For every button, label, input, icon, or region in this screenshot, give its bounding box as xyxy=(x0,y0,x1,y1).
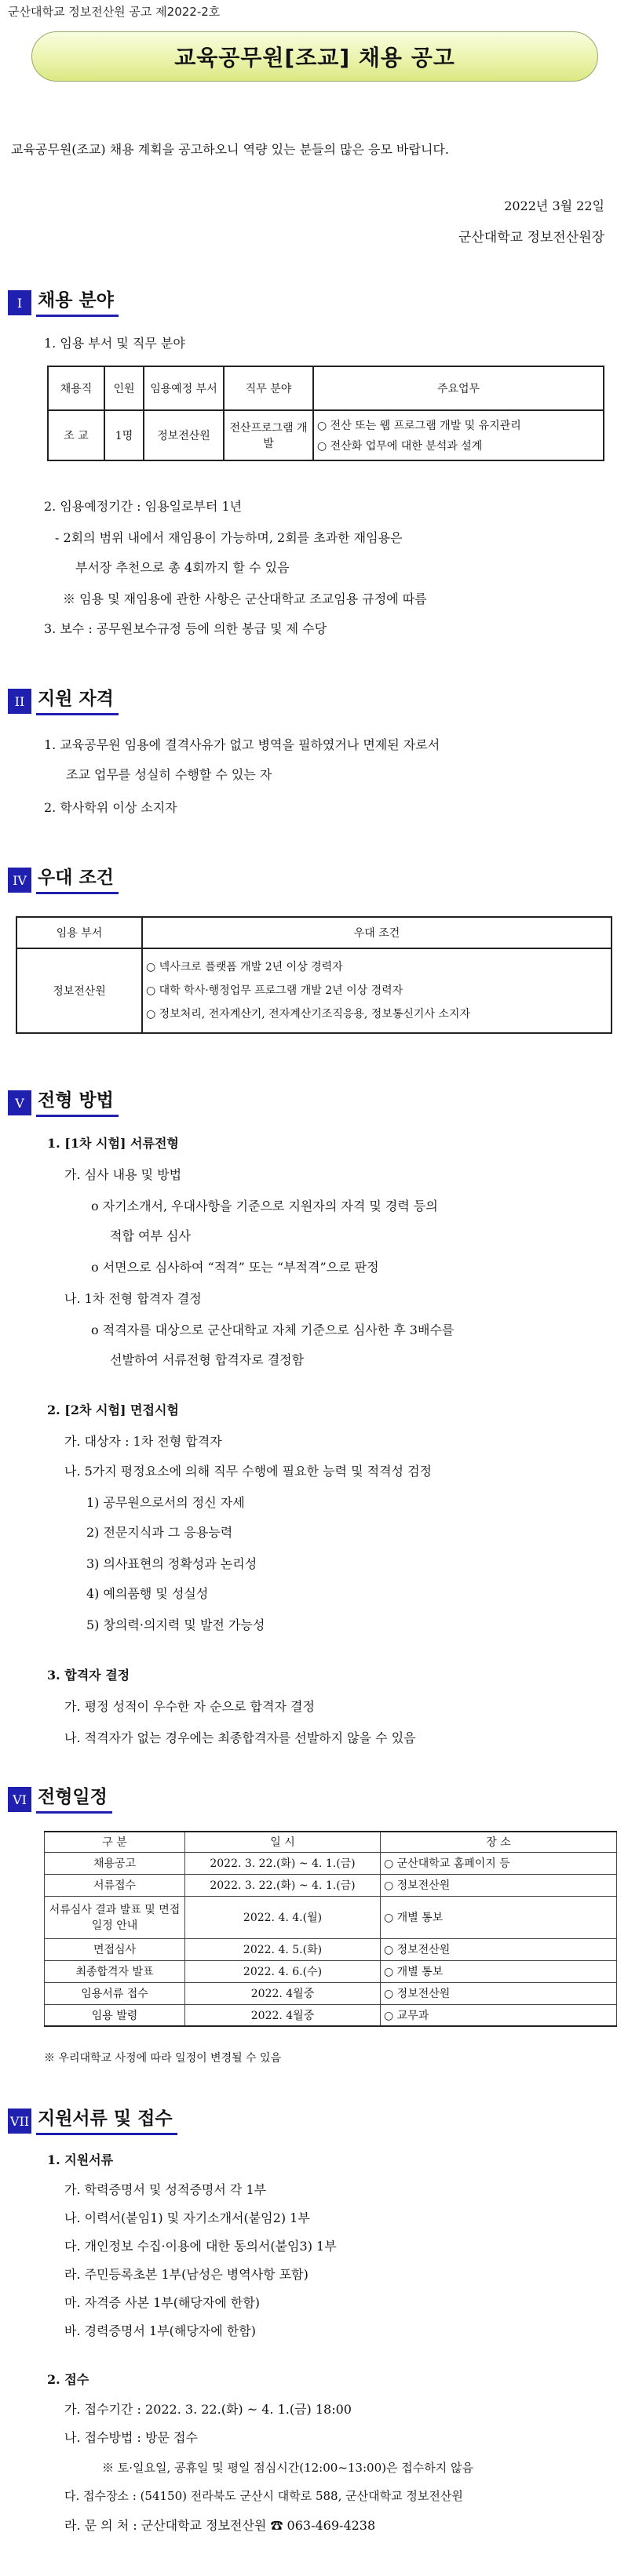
section-header-qualification xyxy=(8,687,119,715)
section-number: IV xyxy=(8,868,31,893)
schedule-table xyxy=(44,1831,617,2027)
table-header: 임용예정 부서 xyxy=(144,366,224,410)
body-text: 가. 평정 성적이 우수한 자 순으로 합격자 결정 xyxy=(64,1699,315,1714)
document-item: 바. 경력증명서 1부(해당자에 한함) xyxy=(64,2323,256,2338)
document-item: 마. 자격증 사본 1부(해당자에 한함) xyxy=(64,2295,261,2310)
body-text: o 서면으로 심사하여 “적격” 또는 “부적격”으로 판정 xyxy=(91,1260,379,1275)
page-title: 교육공무원[조교] 채용 공고 xyxy=(31,31,598,82)
table-header: 임용 부서 xyxy=(16,917,142,948)
table-header: 우대 조건 xyxy=(142,917,612,948)
duty-item: ○ 전산 또는 웹 프로그램 개발 및 유지관리 xyxy=(317,420,521,432)
section-title: 지원서류 및 접수 xyxy=(36,2107,177,2135)
table-cell: 최종합격자 발표 xyxy=(45,1960,185,1982)
section-number: VII xyxy=(8,2108,31,2134)
sub-heading: 2. 접수 xyxy=(47,2372,89,2387)
section-number: II xyxy=(8,689,31,714)
document-item: 다. 개인정보 수집·이용에 대한 동의서(붙임3) 1부 xyxy=(64,2239,337,2254)
section-title: 지원 자격 xyxy=(36,687,119,715)
table-cell: 정보전산원 xyxy=(144,410,224,460)
table-cell: 2022. 4. 6.(수) xyxy=(185,1960,381,1982)
body-text: 적합 여부 심사 xyxy=(110,1228,191,1243)
table-header: 채용직 xyxy=(48,366,104,410)
sub-heading: 1. 임용 부서 및 직무 분야 xyxy=(44,336,185,351)
body-text: 나. 1차 전형 합격자 결정 xyxy=(64,1291,202,1306)
notice-number: 군산대학교 정보전산원 공고 제2022-2호 xyxy=(8,5,221,19)
preference-item: ○ 대학 학사·행정업무 프로그램 개발 2년 이상 경력자 xyxy=(146,984,403,997)
table-cell: ○ 군산대학교 홈페이지 등 xyxy=(381,1852,617,1874)
table-cell: 서류접수 xyxy=(45,1874,185,1896)
body-text: o 적격자를 대상으로 군산대학교 자체 기준으로 심사한 후 3배수를 xyxy=(91,1323,455,1337)
table-cell: 2022. 4월중 xyxy=(185,2004,381,2026)
document-item: 라. 주민등록초본 1부(남성은 병역사항 포함) xyxy=(64,2267,309,2282)
document-item: 나. 이력서(붙임1) 및 자기소개서(붙임2) 1부 xyxy=(64,2210,310,2225)
section-header-recruitment xyxy=(8,289,119,317)
sub-heading: 1. [1차 시험] 서류전형 xyxy=(47,1136,179,1151)
issuer: 군산대학교 정보전산원장 xyxy=(458,230,604,246)
body-text: 2. 학사학위 이상 소지자 xyxy=(44,800,177,815)
sub-heading: 2. 임용예정기간 : 임용일로부터 1년 xyxy=(44,499,243,514)
body-text: 가. 심사 내용 및 방법 xyxy=(64,1167,182,1182)
body-text: 조교 업무를 성실히 수행할 수 있는 자 xyxy=(66,767,272,782)
sub-heading: 3. 보수 : 공무원보수규정 등에 의한 봉급 및 제 수당 xyxy=(44,621,327,636)
note-text: 부서장 추천으로 총 4회까지 할 수 있음 xyxy=(75,560,290,575)
section-number: I xyxy=(8,290,31,315)
table-cell: ○ 정보전산원 xyxy=(381,1874,617,1896)
sub-heading: 1. 지원서류 xyxy=(47,2152,114,2167)
criteria-item: 4) 예의품행 및 성실성 xyxy=(86,1586,209,1601)
note-text: ※ 임용 및 재임용에 관한 사항은 군산대학교 조교임용 규정에 따름 xyxy=(63,591,427,606)
criteria-item: 5) 창의력·의지력 및 발전 가능성 xyxy=(86,1617,265,1632)
section-title: 전형 방법 xyxy=(36,1089,119,1117)
reception-item: 나. 접수방법 : 방문 접수 xyxy=(64,2430,198,2445)
table-cell: 전산프로그램 개발 xyxy=(224,410,313,460)
table-cell: ○ 정보전산원 xyxy=(381,1982,617,2004)
body-text: 나. 적격자가 없는 경우에는 최종합격자를 선발하지 않을 수 있음 xyxy=(64,1730,416,1745)
preference-list xyxy=(142,948,612,1033)
reception-item: 다. 접수장소 : (54150) 전라북도 군산시 대학로 588, 군산대학교 정보전산원 xyxy=(64,2489,463,2503)
table-cell: 임용 발령 xyxy=(45,2004,185,2026)
section-number: V xyxy=(8,1090,31,1115)
table-cell: 2022. 4. 4.(월) xyxy=(185,1896,381,1938)
intro-text: 교육공무원(조교) 채용 계획을 공고하오니 역량 있는 분들의 많은 응모 바랍니다. xyxy=(11,142,449,157)
table-cell: 2022. 4월중 xyxy=(185,1982,381,2004)
section-header-documents xyxy=(8,2107,177,2135)
recruitment-table xyxy=(47,366,604,461)
table-header: 일 시 xyxy=(185,1832,381,1852)
body-text: 가. 대상자 : 1차 전형 합격자 xyxy=(64,1434,222,1449)
table-cell: ○ 개별 통보 xyxy=(381,1896,617,1938)
section-header-preference xyxy=(8,866,119,894)
table-cell: 조 교 xyxy=(48,410,104,460)
reception-item: 가. 접수기간 : 2022. 3. 22.(화) ~ 4. 1.(금) 18:00 xyxy=(64,2402,352,2417)
section-header-schedule xyxy=(8,1785,112,1814)
criteria-item: 2) 전문지식과 그 응용능력 xyxy=(86,1525,233,1540)
preference-item: ○ 넥사크로 플랫폼 개발 2년 이상 경력자 xyxy=(146,961,343,973)
duty-item: ○ 전산화 업무에 대한 분석과 설계 xyxy=(317,440,483,453)
table-cell: 2022. 3. 22.(화) ~ 4. 1.(금) xyxy=(185,1852,381,1874)
document-item: 가. 학력증명서 및 성적증명서 각 1부 xyxy=(64,2182,267,2197)
body-text: 선발하여 서류전형 합격자로 결정함 xyxy=(110,1352,305,1367)
table-header: 직무 분야 xyxy=(224,366,313,410)
section-title: 전형일정 xyxy=(36,1785,112,1814)
section-title: 우대 조건 xyxy=(36,866,119,894)
criteria-item: 1) 공무원으로서의 정신 자세 xyxy=(86,1495,245,1510)
table-cell: 2022. 4. 5.(화) xyxy=(185,1938,381,1960)
table-cell: ○ 교무과 xyxy=(381,2004,617,2026)
reception-item: 라. 문 의 처 : 군산대학교 정보전산원 ☎ 063-469-4238 xyxy=(64,2518,376,2533)
section-header-selection xyxy=(8,1089,119,1117)
section-number: VI xyxy=(8,1787,31,1812)
table-header: 인원 xyxy=(104,366,144,410)
table-cell: 면접심사 xyxy=(45,1938,185,1960)
table-cell: 임용서류 접수 xyxy=(45,1982,185,2004)
table-cell: 채용공고 xyxy=(45,1852,185,1874)
criteria-item: 3) 의사표현의 정확성과 논리성 xyxy=(86,1556,257,1571)
body-text: 1. 교육공무원 임용에 결격사유가 없고 병역을 필하였거나 면제된 자로서 xyxy=(44,737,440,752)
table-cell: 2022. 3. 22.(화) ~ 4. 1.(금) xyxy=(185,1874,381,1896)
notice-date: 2022년 3월 22일 xyxy=(504,198,604,213)
sub-heading: 2. [2차 시험] 면접시험 xyxy=(47,1403,179,1417)
table-header: 장 소 xyxy=(381,1832,617,1852)
sub-heading: 3. 합격자 결정 xyxy=(47,1668,130,1683)
table-cell: ○ 정보전산원 xyxy=(381,1938,617,1960)
reception-note: ※ 토·일요일, 공휴일 및 평일 점심시간(12:00~13:00)은 접수하지 않음 xyxy=(102,2461,473,2475)
body-text: o 자기소개서, 우대사항을 기준으로 지원자의 자격 및 경력 등의 xyxy=(91,1199,438,1213)
table-cell: ○ 개별 통보 xyxy=(381,1960,617,1982)
table-cell: 서류심사 결과 발표 및 면접일정 안내 xyxy=(45,1896,185,1938)
table-cell: 정보전산원 xyxy=(16,948,142,1033)
table-header: 구 분 xyxy=(45,1832,185,1852)
table-cell: 1명 xyxy=(104,410,144,460)
schedule-note: ※ 우리대학교 사정에 따라 일정이 변경될 수 있음 xyxy=(44,2052,282,2065)
section-title: 채용 분야 xyxy=(36,289,119,317)
preference-item: ○ 정보처리, 전자계산기, 전자계산기조직응용, 정보통신기사 소지자 xyxy=(146,1008,470,1021)
note-text: - 2회의 범위 내에서 재임용이 가능하며, 2회를 초과한 재임용은 xyxy=(55,530,403,545)
table-header: 주요업무 xyxy=(313,366,604,410)
duties-cell xyxy=(313,410,604,460)
body-text: 나. 5가지 평정요소에 의해 직무 수행에 필요한 능력 및 적격성 검정 xyxy=(64,1464,432,1479)
preference-table xyxy=(16,916,612,1034)
